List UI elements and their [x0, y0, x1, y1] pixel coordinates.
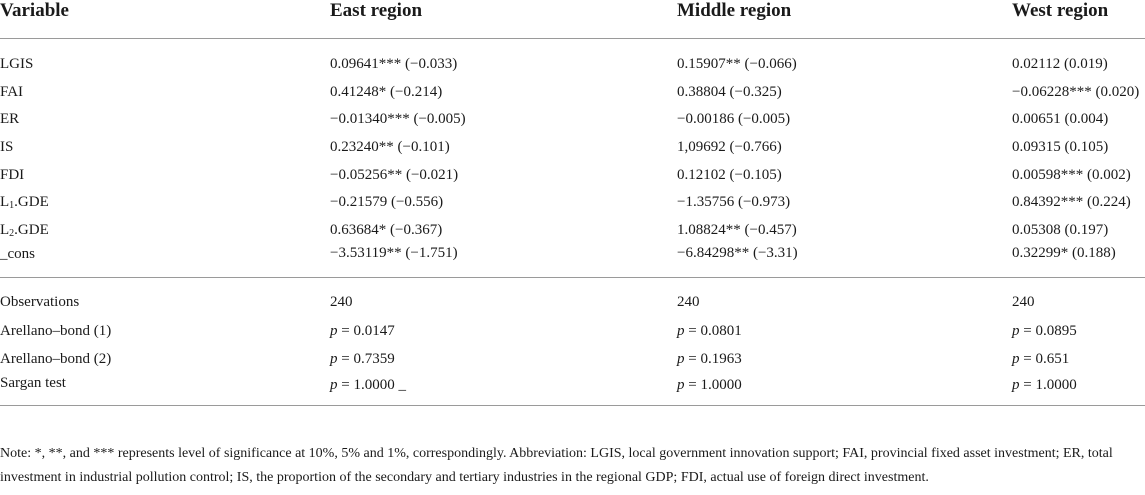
middle-region-cell: 0.38804 (−0.325) — [677, 83, 782, 100]
statistics-rows — [0, 278, 1145, 406]
east-region-stat-cell: 240 — [330, 293, 353, 310]
table-row — [0, 106, 1145, 134]
west-region-cell: 0.32299* (0.188) — [1012, 244, 1145, 278]
middle-region-stat-cell: p = 1.0000 — [677, 373, 1012, 406]
middle-region-cell: −1.35756 (−0.973) — [677, 194, 791, 211]
variable-cell: LGIS — [0, 56, 34, 73]
east-region-cell: 0.63684* (−0.367) — [330, 221, 443, 238]
statistic-label-cell: Sargan test — [0, 373, 330, 406]
west-region-cell: 0.02112 (0.019) — [1012, 56, 1108, 73]
statistic-label-cell: Observations — [0, 293, 80, 310]
west-region-cell: 0.00598*** (0.002) — [1012, 166, 1131, 183]
east-region-cell: 0.23240** (−0.101) — [330, 139, 450, 156]
middle-region-cell: 1,09692 (−0.766) — [677, 139, 782, 156]
west-region-cell: 0.09315 (0.105) — [1012, 139, 1109, 156]
east-region-cell: 0.41248* (−0.214) — [330, 83, 443, 100]
west-region-stat-cell: p = 1.0000 — [1012, 373, 1145, 406]
east-region-cell: −0.01340*** (−0.005) — [330, 111, 466, 128]
variable-cell: FAI — [0, 83, 24, 100]
east-region-cell: −0.05256** (−0.021) — [330, 166, 459, 183]
east-region-cell: −3.53119** (−1.751) — [330, 244, 677, 278]
table-row — [0, 244, 1145, 278]
variable-cell: _cons — [0, 244, 330, 278]
header-east-region: East region — [330, 0, 677, 39]
table-row — [0, 217, 1145, 245]
west-region-cell: 0.00651 (0.004) — [1012, 111, 1109, 128]
table-row — [0, 189, 1145, 217]
header-variable: Variable — [0, 0, 330, 39]
east-region-cell: 0.09641*** (−0.033) — [330, 56, 458, 73]
stat-row — [0, 278, 1145, 319]
west-region-stat-cell: p = 0.0895 — [1012, 323, 1077, 340]
coefficient-rows — [0, 39, 1145, 278]
table-note: Note: *, **, and *** represents level of significance at 10%, 5% and 1%, correspondingly. Abbreviation: LGIS, local government innovation support; FAI, provincial fixed asset investment; ER, total investment in industrial pollution control; IS, the proportion of the secondary and tertiary industries in the regional GDP; FDI, actual use of foreign direct investment. — [0, 446, 1113, 485]
west-region-cell: −0.06228*** (0.020) — [1012, 83, 1140, 100]
middle-region-cell: 1.08824** (−0.457) — [677, 221, 797, 238]
table-row — [0, 79, 1145, 107]
header-west-region: West region — [1012, 0, 1145, 39]
table-row — [0, 134, 1145, 162]
stat-row — [0, 318, 1145, 346]
east-region-stat-cell: p = 0.7359 — [330, 351, 395, 368]
variable-cell: $L_1.GDE$ — [0, 194, 49, 212]
middle-region-cell: −0.00186 (−0.005) — [677, 111, 791, 128]
east-region-stat-cell: p = 1.0000 _ — [330, 373, 677, 406]
west-region-stat-cell: p = 0.651 — [1012, 351, 1070, 368]
variable-cell: $L_2.GDE$ — [0, 221, 49, 239]
middle-region-cell: −6.84298** (−3.31) — [677, 244, 1012, 278]
header-row — [0, 0, 1145, 39]
statistic-label-cell: Arellano–bond (1) — [0, 323, 112, 340]
west-region-cell: 0.05308 (0.197) — [1012, 221, 1109, 238]
middle-region-stat-cell: p = 0.0801 — [677, 323, 742, 340]
statistic-label-cell: Arellano–bond (2) — [0, 351, 112, 368]
table-row — [0, 39, 1145, 79]
header-middle-region: Middle region — [677, 0, 1012, 39]
stat-row — [0, 346, 1145, 374]
middle-region-cell: 0.12102 (−0.105) — [677, 166, 782, 183]
middle-region-stat-cell: p = 0.1963 — [677, 351, 742, 368]
middle-region-cell: 0.15907** (−0.066) — [677, 56, 797, 73]
variable-cell: FDI — [0, 166, 25, 183]
east-region-stat-cell: p = 0.0147 — [330, 323, 395, 340]
west-region-stat-cell: 240 — [1012, 293, 1035, 310]
stat-row — [0, 373, 1145, 406]
west-region-cell: 0.84392*** (0.224) — [1012, 194, 1131, 211]
table-row — [0, 161, 1145, 189]
east-region-cell: −0.21579 (−0.556) — [330, 194, 444, 211]
middle-region-stat-cell: 240 — [677, 293, 700, 310]
variable-cell: ER — [0, 111, 20, 128]
variable-cell: IS — [0, 139, 14, 156]
